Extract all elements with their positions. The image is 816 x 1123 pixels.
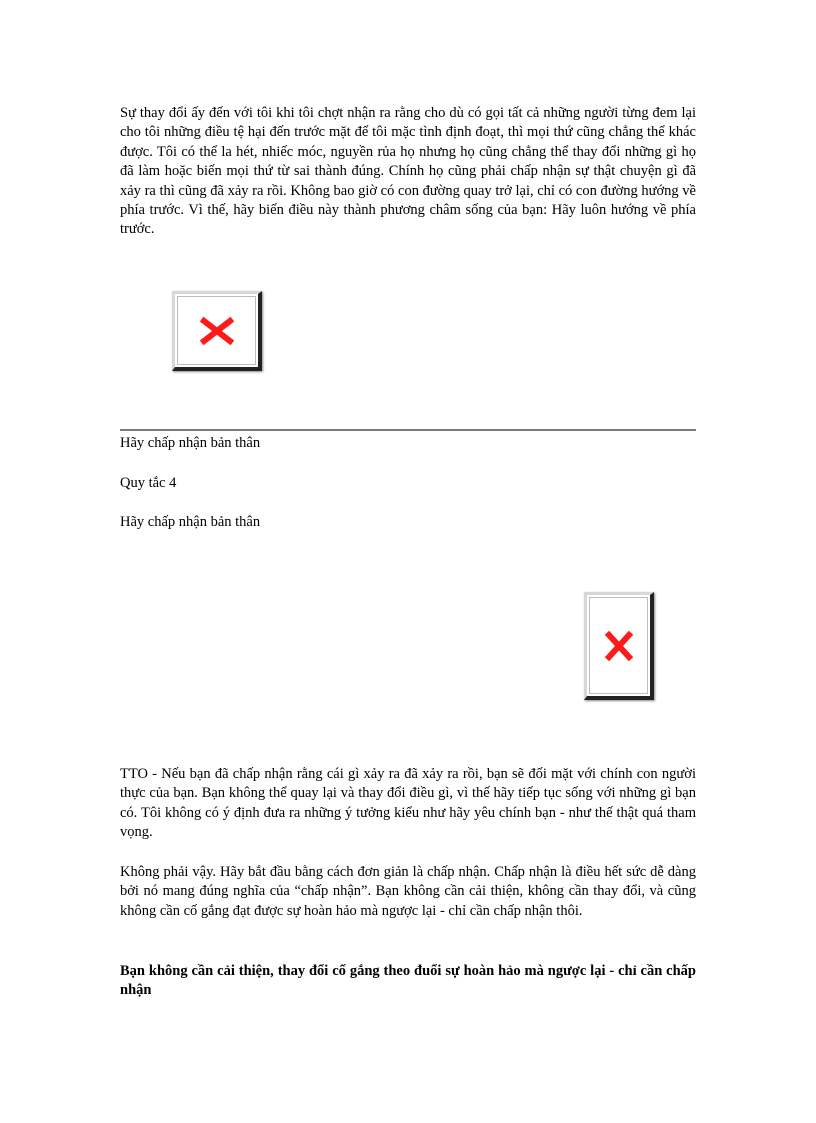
rule-label: Quy tắc 4 (120, 475, 177, 491)
broken-image-icon (584, 592, 654, 700)
heading-accept-yourself: Hãy chấp nhận bản thân (120, 435, 261, 451)
broken-image-icon (172, 291, 262, 371)
red-x-icon (600, 631, 638, 661)
red-x-icon (198, 316, 236, 346)
intro-paragraph: Sự thay đổi ấy đến với tôi khi tôi chợt nhận ra rằng cho dù có gọi tất cả những người từng đem lại cho tôi những điều tệ hại đến trước mặt để tôi mặc tình định đoạt, thì mọi thứ cũng chẳng thể khác được. Tôi có thể la hét, nhiếc móc, nguyền rủa họ nhưng họ cũng chẳng thể thay đổi những gì họ đã làm hoặc biến mọi thứ từ sai thành đúng. Chính họ cũng phải chấp nhận sự thật chuyện gì đã xảy ra thì cũng đã xảy ra rồi. Không bao giờ có con đường quay trở lại, chỉ có con đường hướng về phía trước. Vì thế, hãy biến điều này thành phương châm sống của bạn: Hãy luôn hướng về phía trước. (120, 105, 696, 238)
heading-accept-yourself-repeat: Hãy chấp nhận bản thân (120, 514, 261, 530)
bold-statement: Bạn không cần cải thiện, thay đổi cố gắng theo đuổi sự hoàn hảo mà ngược lại - chỉ cần chấp nhận (120, 963, 696, 999)
tto-paragraph: TTO - Nếu bạn đã chấp nhận rằng cái gì xảy ra đã xảy ra rồi, bạn sẽ đối mặt với chính con người thực của bạn. Bạn không thể quay lại và thay đổi điều gì, vì thế hãy tiếp tục sống với những gì bạn có. Tôi không có ý định đưa ra những ý tưởng kiểu như hãy yêu chính bạn - như thế thật quá tham vọng. (120, 766, 696, 841)
accept-paragraph: Không phải vậy. Hãy bắt đầu bằng cách đơn giản là chấp nhận. Chấp nhận là điều hết sức dễ dàng bởi nó mang đúng nghĩa của “chấp nhận”. Bạn không cần cải thiện, không cần thay đổi, và cũng không cần cố gắng đạt được sự hoàn hảo mà ngược lại - chỉ cần chấp nhận thôi. (120, 864, 696, 919)
horizontal-rule (120, 429, 696, 431)
